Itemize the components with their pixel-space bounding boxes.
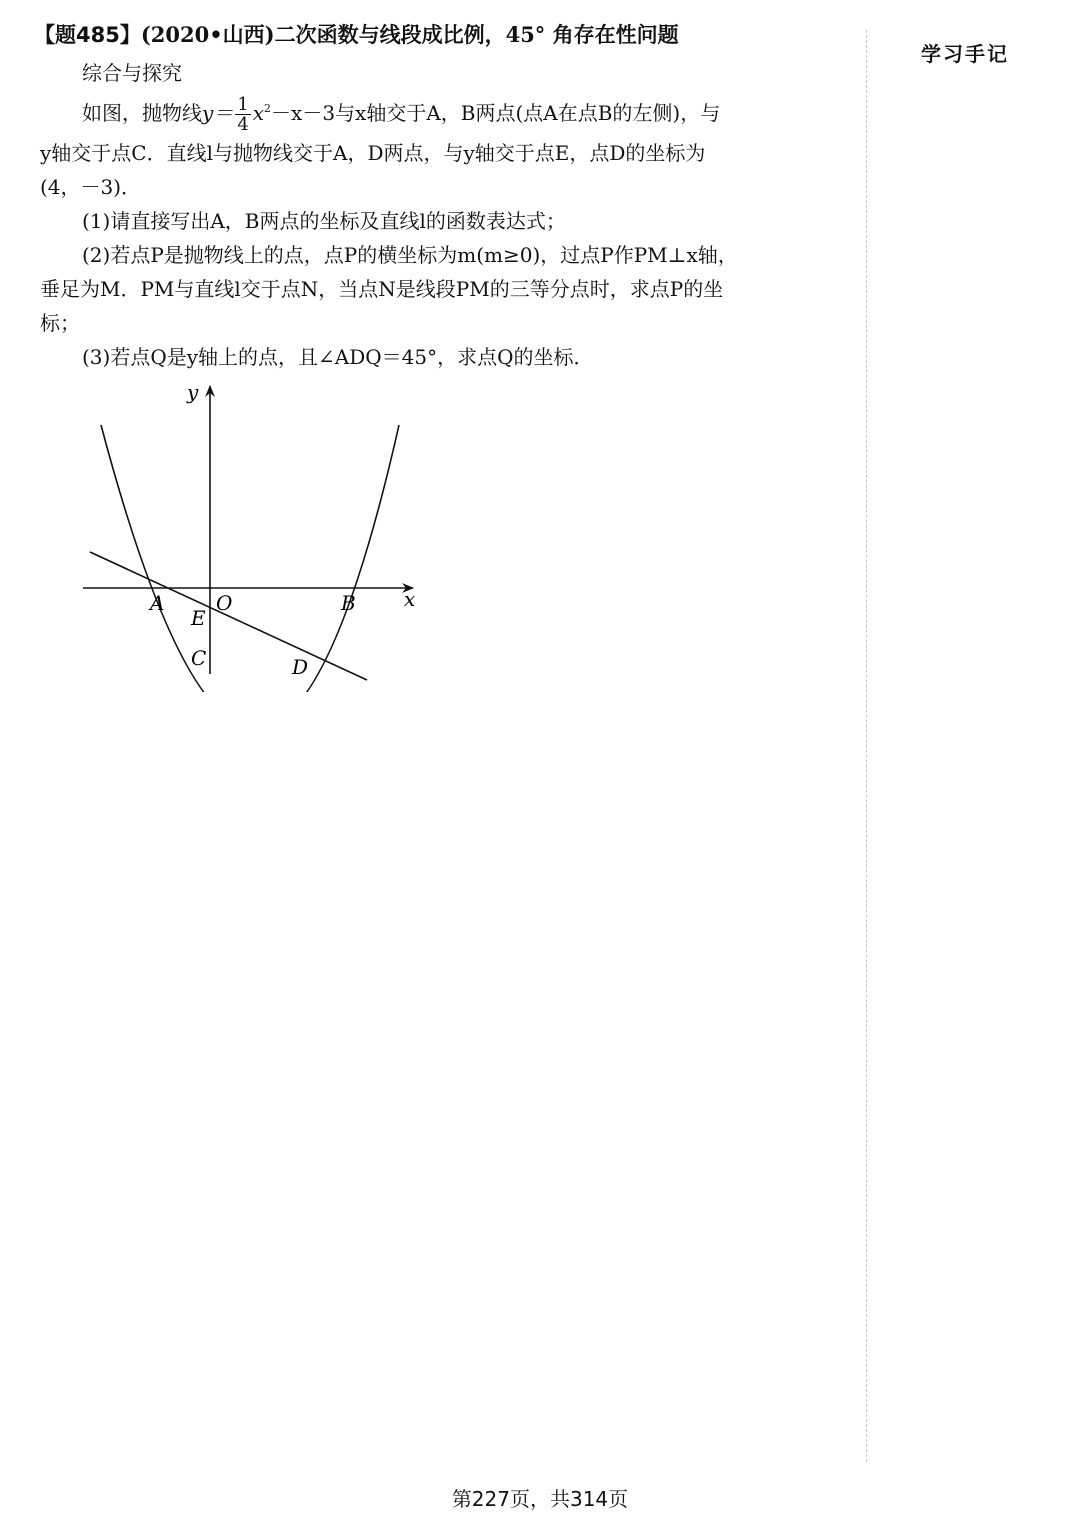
intro-text-1: 如图，抛物线 <box>82 101 202 125</box>
point-b-label: B <box>341 591 356 615</box>
page-footer: 第227页，共314页 <box>451 1487 629 1511</box>
intro-line-1 <box>40 92 720 134</box>
point-o-label: O <box>216 591 233 615</box>
parabola-figure <box>70 372 430 692</box>
parabola-curve <box>101 425 399 692</box>
category-line: 综合与探究 <box>82 61 182 85</box>
question-3: (3)若点Q是y轴上的点，且∠ADQ＝45°，求点Q的坐标． <box>82 345 594 369</box>
question-2-line-3: 标； <box>40 311 80 335</box>
notes-divider <box>866 30 867 1462</box>
formula-fraction <box>235 95 250 134</box>
point-c-label: C <box>191 646 207 670</box>
point-d-label: D <box>292 655 309 679</box>
intro-text-2: 与x轴交于A，B两点(点A在点B的左侧)，与 <box>335 101 721 125</box>
problem-heading: (2020•山西)二次函数与线段成比例，45° 角存在性问题 <box>140 22 679 47</box>
x-axis-label: x <box>404 587 416 611</box>
formula-lhs: y＝ <box>202 101 234 125</box>
line-l <box>90 552 367 680</box>
intro-line-3: (4，－3)． <box>40 175 142 199</box>
formula-exponent: 2 <box>264 102 272 115</box>
question-2-line-1: (2)若点P是抛物线上的点，点P的横坐标为m(m≥0)，过点P作PM⊥x轴， <box>82 243 738 267</box>
formula-rest: －x－3 <box>271 101 336 125</box>
question-1: (1)请直接写出A，B两点的坐标及直线l的函数表达式； <box>82 209 566 233</box>
notes-label: 学习手记 <box>921 42 1009 66</box>
question-2-line-2: 垂足为M．PM与直线l交于点N，当点N是线段PM的三等分点时，求点P的坐 <box>40 277 724 301</box>
problem-number: 【题485】 <box>34 23 141 47</box>
point-e-label: E <box>191 606 206 630</box>
fraction-numerator: 1 <box>237 94 249 115</box>
problem-title <box>34 20 679 50</box>
formula-var: x <box>252 101 265 125</box>
y-axis-label: y <box>187 380 199 404</box>
fraction-denominator: 4 <box>237 114 249 135</box>
intro-line-2: y轴交于点C．直线l与抛物线交于A，D两点，与y轴交于点E，点D的坐标为 <box>40 141 706 165</box>
point-a-label: A <box>150 591 165 615</box>
